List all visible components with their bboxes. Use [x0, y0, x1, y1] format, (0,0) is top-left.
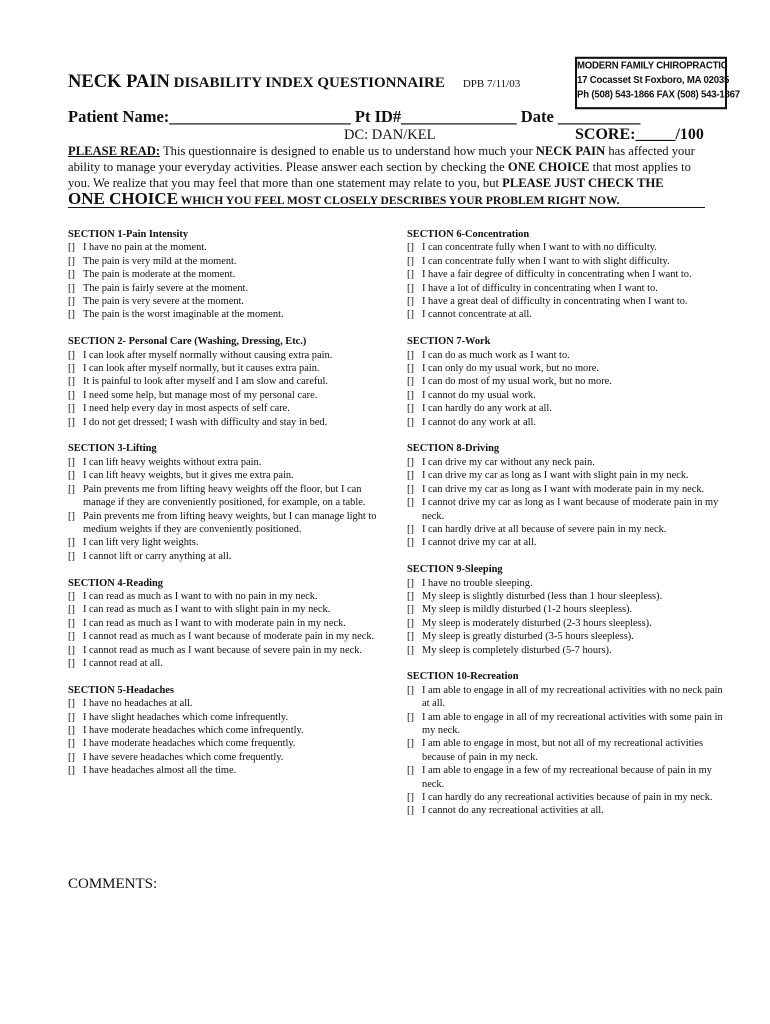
title-neck-pain: NECK PAIN: [68, 72, 170, 92]
answer-option[interactable]: [68, 644, 386, 657]
checkbox[interactable]: []: [68, 389, 75, 401]
answer-option[interactable]: [68, 469, 386, 482]
answer-option[interactable]: [407, 804, 725, 817]
answer-option[interactable]: [407, 737, 725, 764]
answer-text: I cannot do any recreational activities at all.: [422, 805, 604, 817]
form-code: DPB 7/11/03: [462, 78, 521, 90]
answer-text: The pain is fairly severe at the moment.: [83, 282, 249, 294]
answer-option[interactable]: [68, 657, 386, 670]
answer-option[interactable]: [68, 724, 386, 737]
answer-option[interactable]: [68, 483, 386, 510]
answer-option[interactable]: [68, 550, 386, 563]
doctor-line: DC: DAN/KEL: [344, 127, 436, 143]
checkbox[interactable]: []: [407, 456, 414, 468]
intro-one-choice: ONE CHOICE: [507, 160, 590, 174]
answer-option[interactable]: [68, 711, 386, 724]
checkbox[interactable]: []: [407, 296, 414, 308]
answer-option[interactable]: [407, 295, 725, 308]
answer-text: I need some help, but manage most of my personal care.: [83, 389, 318, 401]
answer-text: My sleep is slightly disturbed (less than 1 hour sleepless).: [422, 590, 663, 602]
checkbox[interactable]: []: [68, 550, 75, 562]
answer-option[interactable]: [68, 295, 386, 308]
answer-option[interactable]: [68, 375, 386, 388]
answer-text: My sleep is mildly disturbed (1-2 hours sleepless).: [422, 604, 633, 616]
answer-option[interactable]: [68, 416, 386, 429]
answer-option[interactable]: [407, 577, 725, 590]
intro-neck-pain: NECK PAIN: [535, 144, 606, 158]
answer-text: It is painful to look after myself and I am slow and careful.: [83, 376, 328, 388]
answer-option[interactable]: [407, 375, 725, 388]
checkbox[interactable]: []: [407, 309, 414, 321]
checkbox[interactable]: []: [68, 242, 75, 254]
title-rest: DISABILITY INDEX QUESTIONNAIRE: [169, 75, 445, 91]
answer-option[interactable]: [68, 241, 386, 254]
answer-text: I can lift heavy weights, but it gives me extra pain.: [83, 470, 294, 482]
checkbox[interactable]: []: [407, 644, 414, 656]
checkbox[interactable]: []: [407, 403, 414, 415]
checkbox[interactable]: []: [68, 483, 75, 495]
answer-option[interactable]: [407, 416, 725, 429]
please-read-label: PLEASE READ:: [68, 144, 161, 158]
intro-please-just: PLEASE JUST CHECK THE: [502, 176, 664, 190]
section-title: SECTION 10-Recreation: [407, 671, 519, 683]
answer-option[interactable]: [407, 764, 725, 791]
answer-text: I have headaches almost all the time.: [83, 765, 237, 777]
checkbox[interactable]: []: [68, 269, 75, 281]
checkbox[interactable]: []: [407, 523, 414, 535]
answer-option[interactable]: [407, 349, 725, 362]
answer-option[interactable]: [68, 456, 386, 469]
checkbox[interactable]: []: [407, 711, 414, 723]
answer-option[interactable]: [68, 349, 386, 362]
answer-option[interactable]: [68, 268, 386, 281]
checkbox[interactable]: []: [68, 657, 75, 669]
answer-option[interactable]: [68, 751, 386, 764]
section-title: SECTION 4-Reading: [68, 577, 163, 589]
section-title: SECTION 9-Sleeping: [407, 564, 503, 576]
header-divider: [68, 207, 705, 208]
answer-text: I am able to engage in most, but not all of my recreational activities because of pain in my neck.: [422, 738, 704, 763]
checkbox[interactable]: []: [407, 497, 414, 509]
answer-option[interactable]: [68, 362, 386, 375]
checkbox[interactable]: []: [68, 255, 75, 267]
answer-text: I cannot drive my car at all.: [422, 537, 537, 549]
checkbox[interactable]: []: [407, 242, 414, 254]
answer-option[interactable]: [407, 308, 725, 321]
checkbox[interactable]: []: [68, 296, 75, 308]
clinic-address: 17 Cocasset St Foxboro, MA 02035: [577, 74, 730, 87]
intro-one-choice-big: ONE CHOICE: [68, 189, 179, 208]
answer-option[interactable]: [407, 617, 725, 630]
answer-text: I cannot lift or carry anything at all.: [83, 550, 232, 562]
checkbox[interactable]: []: [407, 363, 414, 375]
checkbox[interactable]: []: [68, 376, 75, 388]
answer-option[interactable]: [68, 536, 386, 549]
page-title: [68, 72, 520, 93]
answer-option[interactable]: [407, 389, 725, 402]
answer-option[interactable]: [407, 456, 725, 469]
answer-option[interactable]: [68, 630, 386, 643]
patient-info-line: Patient Name:______________________ Pt ID#______________ Date __________: [68, 107, 641, 126]
checkbox[interactable]: []: [407, 282, 414, 294]
intro-text-1: This questionnaire is designed to enable us to understand how much your: [160, 144, 536, 158]
answer-option[interactable]: [407, 255, 725, 268]
answer-option[interactable]: [407, 241, 725, 254]
section: [68, 577, 386, 671]
answer-text: My sleep is completely disturbed (5-7 hours).: [422, 644, 612, 656]
answer-text: I can hardly do any recreational activities because of pain in my neck.: [422, 792, 713, 803]
answer-text: I have slight headaches which come infrequently.: [83, 711, 289, 723]
clinic-stamp: [575, 57, 740, 110]
section: [407, 563, 725, 657]
checkbox[interactable]: []: [407, 792, 414, 803]
clinic-phone: Ph (508) 543-1866 FAX (508) 543-1867: [577, 89, 740, 101]
answer-text: I cannot read as much as I want because of moderate pain in my neck.: [83, 631, 375, 643]
section: [407, 670, 725, 817]
checkbox[interactable]: []: [68, 349, 75, 361]
answer-option[interactable]: [407, 469, 725, 482]
answer-text: I cannot do my usual work.: [422, 389, 536, 401]
answer-text: Pain prevents me from lifting heavy weights off the floor, but I can manage if they are conveniently positioned, for example, on a table.: [83, 483, 366, 509]
answer-text: I can read as much as I want to with no pain in my neck.: [83, 590, 318, 602]
intro-text-3: that most applies to you. We realize that you may feel that more than one statement may relate to you, but: [68, 160, 691, 190]
section: [68, 442, 386, 563]
answer-option[interactable]: [68, 590, 386, 603]
answer-text: I cannot concentrate at all.: [422, 309, 532, 321]
score-field: SCORE:_____/100: [575, 126, 704, 143]
checkbox[interactable]: []: [68, 456, 75, 468]
checkbox[interactable]: []: [68, 309, 75, 321]
answer-text: I have moderate headaches which come infrequently.: [83, 724, 304, 736]
checkbox[interactable]: []: [68, 631, 75, 643]
answer-option[interactable]: [407, 268, 725, 281]
checkbox[interactable]: []: [407, 470, 414, 482]
answer-text: I can hardly drive at all because of severe pain in my neck.: [422, 523, 667, 535]
answer-text: I can do most of my usual work, but no more.: [422, 376, 612, 388]
answer-text: I can drive my car without any neck pain.: [422, 456, 595, 468]
answer-text: My sleep is moderately disturbed (2-3 hours sleepless).: [422, 617, 652, 629]
answer-text: I can read as much as I want to with moderate pain in my neck.: [83, 617, 346, 629]
answer-option[interactable]: [407, 496, 725, 523]
answer-option[interactable]: [407, 536, 725, 549]
section-title: SECTION 6-Concentration: [407, 229, 530, 240]
section-title: SECTION 5-Headaches: [68, 684, 174, 696]
answer-option[interactable]: [68, 603, 386, 616]
checkbox[interactable]: []: [68, 738, 75, 750]
answer-option[interactable]: [407, 711, 725, 738]
answer-text: I need help every day in most aspects of self care.: [83, 403, 290, 415]
answer-text: I am able to engage in all of my recreational activities with no neck pain at all.: [422, 684, 723, 710]
section-title: SECTION 7-Work: [407, 336, 491, 348]
right-column: [407, 228, 725, 831]
section-title: SECTION 8-Driving: [407, 443, 500, 455]
checkbox[interactable]: []: [407, 617, 414, 629]
answer-text: I can drive my car as long as I want with slight pain in my neck.: [422, 470, 689, 482]
section: [407, 228, 725, 322]
section-title: SECTION 2- Personal Care (Washing, Dressing, Etc.): [68, 336, 307, 348]
answer-text: I can concentrate fully when I want to with no difficulty.: [422, 242, 657, 254]
answer-option[interactable]: [68, 282, 386, 295]
section: [407, 335, 725, 429]
answer-text: I can look after myself normally without causing extra pain.: [83, 349, 333, 361]
section: [68, 228, 386, 322]
answer-text: I am able to engage in a few of my recreational because of pain in my neck.: [422, 765, 712, 790]
checkbox[interactable]: []: [68, 510, 75, 522]
answer-option[interactable]: [407, 630, 725, 643]
answer-text: I can do as much work as I want to.: [422, 349, 570, 361]
section-title: SECTION 1-Pain Intensity: [68, 229, 189, 240]
answer-option[interactable]: [68, 617, 386, 630]
checkbox[interactable]: []: [407, 738, 414, 750]
checkbox[interactable]: []: [68, 644, 75, 656]
checkbox[interactable]: []: [68, 765, 75, 777]
answer-text: I do not get dressed; I wash with difficulty and stay in bed.: [83, 416, 328, 428]
checkbox[interactable]: []: [407, 255, 414, 267]
answer-text: I have no headaches at all.: [83, 698, 193, 710]
answer-text: I have a great deal of difficulty in concentrating when I want to.: [422, 296, 688, 308]
checkbox[interactable]: []: [407, 577, 414, 589]
answer-option[interactable]: [407, 791, 725, 804]
checkbox[interactable]: []: [407, 349, 414, 361]
answer-option[interactable]: [68, 255, 386, 268]
answer-text: I can hardly do any work at all.: [422, 403, 552, 415]
answer-text: I cannot drive my car as long as I want because of moderate pain in my neck.: [422, 497, 719, 522]
checkbox[interactable]: []: [68, 403, 75, 415]
answer-option[interactable]: [68, 697, 386, 710]
checkbox[interactable]: []: [407, 631, 414, 643]
answer-text: I have moderate headaches which come frequently.: [83, 738, 296, 750]
clinic-name: MODERN FAMILY CHIROPRACTIC: [577, 59, 728, 72]
checkbox[interactable]: []: [407, 389, 414, 401]
answer-text: I can lift very light weights.: [83, 537, 199, 549]
answer-option[interactable]: [407, 523, 725, 536]
checkbox[interactable]: []: [407, 376, 414, 388]
answer-text: I can drive my car as long as I want with moderate pain in my neck.: [422, 483, 705, 495]
answer-text: The pain is very mild at the moment.: [83, 255, 237, 267]
checkbox[interactable]: []: [407, 765, 414, 777]
answer-option[interactable]: [407, 590, 725, 603]
intro-text-4: WHICH YOU FEEL MOST CLOSELY DESCRIBES YOUR PROBLEM RIGHT NOW.: [178, 194, 620, 207]
instructions: [68, 143, 708, 209]
checkbox[interactable]: []: [68, 604, 75, 616]
answer-text: The pain is very severe at the moment.: [83, 296, 244, 308]
checkbox[interactable]: []: [68, 617, 75, 629]
checkbox[interactable]: []: [407, 684, 414, 696]
answer-text: I have a lot of difficulty in concentrating when I want to.: [422, 282, 658, 294]
answer-text: I have no pain at the moment.: [83, 242, 207, 254]
checkbox[interactable]: []: [407, 537, 414, 549]
checkbox[interactable]: []: [68, 724, 75, 736]
checkbox[interactable]: []: [68, 751, 75, 763]
answer-text: The pain is the worst imaginable at the moment.: [83, 309, 284, 321]
answer-text: I can read as much as I want to with slight pain in my neck.: [83, 604, 331, 616]
checkbox[interactable]: []: [68, 363, 75, 375]
answer-option[interactable]: [68, 764, 386, 777]
checkbox[interactable]: []: [68, 711, 75, 723]
answer-option[interactable]: [407, 282, 725, 295]
answer-text: My sleep is greatly disturbed (3-5 hours sleepless).: [422, 631, 634, 643]
checkbox[interactable]: []: [407, 805, 414, 817]
section: [407, 442, 725, 549]
section: [68, 684, 386, 778]
answer-text: I cannot read as much as I want because of severe pain in my neck.: [83, 644, 362, 656]
checkbox[interactable]: []: [68, 470, 75, 482]
answer-option[interactable]: [68, 737, 386, 750]
answer-option[interactable]: [68, 389, 386, 402]
answer-option[interactable]: [407, 483, 725, 496]
answer-option[interactable]: [407, 684, 725, 711]
comments-label: COMMENTS:: [68, 876, 158, 892]
answer-text: I have a fair degree of difficulty in concentrating when I want to.: [422, 269, 692, 281]
answer-text: I can concentrate fully when I want to with slight difficulty.: [422, 255, 670, 267]
checkbox[interactable]: []: [407, 483, 414, 495]
checkbox[interactable]: []: [68, 590, 75, 602]
answer-text: I cannot read at all.: [83, 657, 163, 669]
answer-option[interactable]: [68, 510, 386, 537]
answer-text: Pain prevents me from lifting heavy weights, but I can manage light to medium weights if they are conveniently positioned.: [83, 510, 377, 535]
checkbox[interactable]: []: [407, 590, 414, 602]
checkbox[interactable]: []: [407, 604, 414, 616]
left-column: [68, 228, 386, 791]
answer-option[interactable]: [407, 644, 725, 657]
answer-text: I can lift heavy weights without extra pain.: [83, 456, 262, 468]
checkbox[interactable]: []: [68, 282, 75, 294]
checkbox[interactable]: []: [68, 416, 75, 428]
intro-text-2: has affected your ability to manage your everyday activities. Please answer each section by checking the: [68, 144, 695, 174]
checkbox[interactable]: []: [407, 269, 414, 281]
answer-option[interactable]: [407, 362, 725, 375]
answer-text: The pain is moderate at the moment.: [83, 269, 236, 281]
section: [68, 335, 386, 429]
answer-option[interactable]: [407, 402, 725, 415]
section-title: SECTION 3-Lifting: [68, 443, 157, 455]
answer-option[interactable]: [68, 308, 386, 321]
answer-text: I have severe headaches which come frequently.: [83, 751, 284, 763]
checkbox[interactable]: []: [407, 416, 414, 428]
answer-text: I cannot do any work at all.: [422, 416, 536, 428]
answer-text: I can only do my usual work, but no more.: [422, 363, 599, 375]
answer-text: I can look after myself normally, but it causes extra pain.: [83, 363, 320, 375]
answer-option[interactable]: [407, 603, 725, 616]
checkbox[interactable]: []: [68, 698, 75, 710]
answer-option[interactable]: [68, 402, 386, 415]
answer-text: I am able to engage in all of my recreational activities with some pain in my neck.: [422, 711, 723, 736]
checkbox[interactable]: []: [68, 537, 75, 549]
answer-text: I have no trouble sleeping.: [422, 577, 533, 589]
